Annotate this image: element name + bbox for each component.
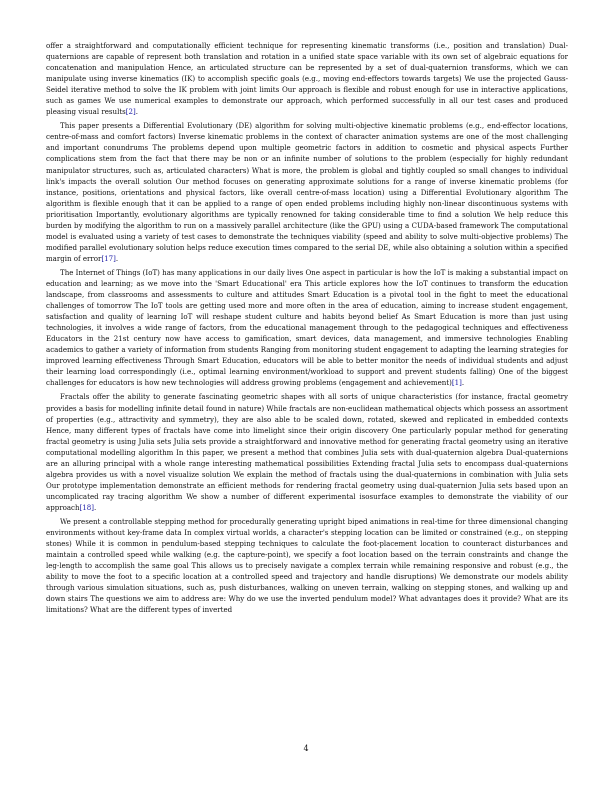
paragraph-fractals: Fractals offer the ability to generate fascinating geometric shapes with all sorts of unique characteristics (for instance, fractal geometry provides a basis for modelling infinite detail found in nature) While fractals are non-euclidean mathematical objects which possess an assortment of properties (e.g., attractivity and symmetry), they are also able to be scaled down, rotated, skewed and replicated in embedded contexts Hence, many different types of fractals have come into limelight since their origin discovery One particularly popular method for generating fractal geometry is using Julia sets Julia sets provide a straightforward and innovative method for generating fractal geometry using an iterative computational modelling algorithm In this paper, we present a method that combines Julia sets with dual-quaternion algebra Dual-quaternions are an alluring principal with a whole range interesting mathematical possibilities Extending fractal Julia sets to encompass dual-quaternions algebra provides us with a novel visualize solution We explain the method of fractals using the dual-quaternions in combination with Julia sets Our prototype implementation demonstrate an efficient methods for rendering fractal geometry using dual-quaternion Julia sets based upon an uncomplicated ray tracing algorithm We show a number of different experimental isosurface examples to demonstrate the viability of our approach[18]. [46,392,568,512]
body-text [46,40,568,618]
citation-link[interactable]: [17] [101,253,116,263]
paragraph-differential-evolution: This paper presents a Differential Evolutionary (DE) algorithm for solving multi-objective kinematic problems (e.g., end-effector locations, centre-of-mass and comfort factors) Inverse kinematic problems in the context of character animation systems are one of the most challenging and important conundrums The problems depend upon multiple geometric factors in addition to cosmetic and physical aspects Further complications stem from the fact that there may be non or an infinite number of solutions to the problem (especially for highly redundant manipulator structures, such as, articulated characters) What is more, the problem is global and tightly coupled so small changes to individual link's impacts the overall solution Our method focuses on generating approximate solutions for a range of inverse kinematic problems (for instance, positions, orientations and physical factors, like overall centre-of-mass location) using a Differential Evolutionary algorithm The algorithm is flexible enough that it can be applied to a range of open ended problems including highly non-linear discontinuous systems with prioritisation Importantly, evolutionary algorithms are typically renowned for taking considerable time to find a solution We help reduce this burden by modifying the algorithm to run on a massively parallel architecture (like the GPU) using a CUDA-based framework The computational model is evaluated using a variety of test cases to demonstrate the techniques viability (speed and ability to solve multi-objective problems) The modified parallel evolutionary solution helps reduce execution times compared to the serial DE, while also obtaining a solution within a specified margin of error[17]. [46,121,568,263]
paragraph-iot-education: The Internet of Things (IoT) has many applications in our daily lives One aspect in particular is how the IoT is making a substantial impact on education and learning; as we move into the 'Smart Educational' era This article explores how the IoT continues to transform the education landscape, from classrooms and assessments to culture and attitudes Smart Education is a pivotal tool in the fight to meet the educational challenges of tomorrow The IoT tools are getting used more and more often in the area of education, aiming to increase student engagement, satisfaction and quality of learning IoT will reshape student culture and habits beyond belief As Smart Education is more than just using technologies, it involves a wide range of factors, from the educational management through to the pedagogical techniques and effectiveness Educators in the 21st century now have access to gamification, smart devices, data management, and immersive technologies Enabling academics to gather a variety of information from students Ranging from monitoring student engagement to adapting the learning strategies for improved learning effectiveness Through Smart Education, educators will be able to better monitor the needs of individual students and adjust their learning load correspondingly (i.e., optimal learning environment/workload to support and prevent students falling) One of the biggest challenges for educators is how new technologies will address growing problems (engagement and achievement)[1]. [46,267,568,388]
citation-link[interactable]: [18] [79,502,94,512]
paragraph-stepping-method: We present a controllable stepping method for procedurally generating upright biped animations in real-time for three dimensional changing environments without key-frame data In complex virtual worlds, a character's stepping location can be limited or constrained (e.g., on stepping stones) While it is common in pendulum-based stepping techniques to calculate the foot-placement location to counteract disturbances and maintain a controlled speed while walking (e.g. the capture-point), we specify a foot location based on the terrain constraints and change the leg-length to accomplish the same goal This allows us to precisely navigate a complex terrain while remaining responsive and robust (e.g., the ability to move the foot to a specific location at a controlled speed and trajectory and handle disruptions) We demonstrate our models ability through various simulation situations, such as, push disturbances, walking on uneven terrain, walking on stepping stones, and walking up and down stairs The questions we aim to address are: Why do we use the inverted pendulum model? What advantages does it provide? What are its limitations? What are the different types of inverted [46,516,568,615]
citation-link[interactable]: [2] [125,107,136,117]
paragraph-ik-dual-quaternions: offer a straightforward and computationally efficient technique for representing kinematic transforms (i.e., position and translation) Dual-quaternions are capable of represent both translation and rotation in a unified state space variable with its own set of algebraic equations for concatenation and manipulation Hence, an articulated structure can be represented by a set of dual-quaternion transforms, which we can manipulate using inverse kinematics (IK) to accomplish specific goals (e.g., moving end-effectors towards targets) We use the projected Gauss-Seidel iterative method to solve the IK problem with joint limits Our approach is flexible and robust enough for use in interactive applications, such as games We use numerical examples to demonstrate our approach, which performed successfully in all our test cases and produced pleasing visual results[2]. [46,41,568,117]
citation-link[interactable]: [1] [451,378,462,388]
page-number: 4 [303,744,309,753]
